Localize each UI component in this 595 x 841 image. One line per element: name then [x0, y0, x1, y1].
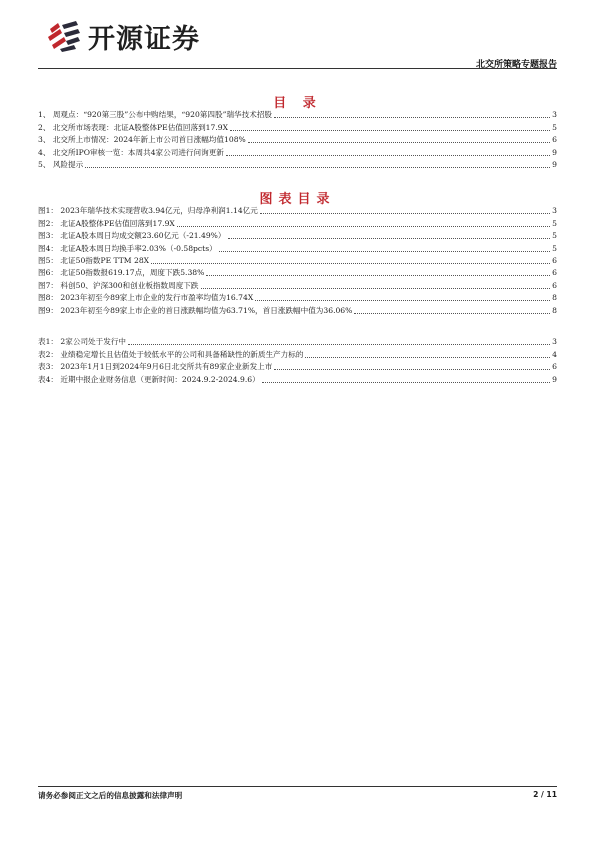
table-entry-text: 表3： 2023年1月1日到2024年9月6日北交所共有89家企业新发上市 — [38, 362, 273, 372]
dot-leader — [305, 357, 550, 358]
contents-entry-page: 3 — [552, 110, 557, 120]
figure-entry-page: 5 — [552, 243, 557, 253]
dot-leader — [255, 300, 550, 301]
contents-entry-page: 9 — [552, 159, 557, 169]
contents-entry-text: 5、 风险提示 — [38, 159, 84, 169]
dot-leader — [201, 288, 551, 289]
dot-leader — [260, 213, 550, 214]
figure-entry-text: 图3： 北证A股本周日均成交额23.60亿元（-21.49%） — [38, 231, 226, 241]
dot-leader — [262, 382, 550, 383]
dot-leader — [274, 369, 550, 370]
dot-leader — [128, 344, 550, 345]
contents-title: 目 录 — [273, 96, 322, 111]
figure-entry[interactable] — [38, 291, 557, 303]
table-entry-text: 表2： 业绩稳定增长且估值处于较低水平的公司和具备稀缺性的新质生产力标的 — [38, 349, 304, 359]
contents-entry-text: 1、 周观点：“920第三股”公布中购结果，“920第四股”瑞华技术招股 — [38, 110, 273, 120]
figure-entry-text: 图7： 科创50、沪深300和创业板指数周度下跌 — [38, 280, 199, 290]
footer-disclaimer: 请务必参阅正文之后的信息披露和法律声明 — [38, 791, 183, 800]
contents-entry-text: 3、 北交所上市情况：2024年新上市公司首日涨幅均值108% — [38, 135, 246, 145]
contents-list — [38, 108, 557, 170]
table-entry-page: 4 — [552, 349, 557, 359]
brand-logo — [46, 19, 200, 53]
figure-entry-text: 图1： 2023年瑞华技术实现营收3.94亿元，归母净利润1.14亿元 — [38, 206, 258, 216]
dot-leader — [248, 142, 550, 143]
figure-entry[interactable] — [38, 204, 557, 216]
contents-entry[interactable] — [38, 120, 557, 132]
table-entry[interactable] — [38, 335, 557, 347]
header-divider — [38, 68, 557, 69]
figure-entry-page: 6 — [552, 268, 557, 278]
table-entry[interactable] — [38, 347, 557, 359]
table-entry-page: 6 — [552, 362, 557, 372]
figure-entry-text: 图8： 2023年初至今89家上市企业的发行市盈率均值为16.74X — [38, 293, 254, 303]
tables-list — [38, 335, 557, 385]
figure-entry-page: 6 — [552, 255, 557, 265]
figure-entry-page: 8 — [552, 293, 557, 303]
figure-entry[interactable] — [38, 216, 557, 228]
contents-entry[interactable] — [38, 133, 557, 145]
brand-logo-icon — [46, 19, 82, 53]
figure-entry-text: 图9： 2023年初至今89家上市企业的首日涨跌幅均值为63.71%，首日涨跌幅中值为36.06% — [38, 305, 353, 315]
figure-entry-text: 图6： 北证50指数报619.17点，周度下跌5.38% — [38, 268, 205, 278]
page-header — [0, 0, 595, 70]
report-type-label: 北交所策略专题报告 — [475, 60, 557, 70]
figure-entry-text: 图5： 北证50指数PE TTM 28X — [38, 255, 150, 265]
dot-leader — [354, 313, 550, 314]
contents-entry[interactable] — [38, 108, 557, 120]
table-entry[interactable] — [38, 360, 557, 372]
contents-entry-text: 2、 北交所市场表现：北证A股整体PE估值回落到17.9X — [38, 122, 228, 132]
brand-name: 开源证券 — [88, 23, 200, 55]
figure-entry-page: 3 — [552, 206, 557, 216]
table-entry[interactable] — [38, 372, 557, 384]
dot-leader — [177, 226, 550, 227]
figure-entry[interactable] — [38, 266, 557, 278]
figure-entry[interactable] — [38, 254, 557, 266]
figure-entry-page: 5 — [552, 231, 557, 241]
dot-leader — [219, 251, 550, 252]
table-entry-page: 3 — [552, 337, 557, 347]
contents-entry-page: 9 — [552, 147, 557, 157]
figures-title: 图表目录 — [259, 192, 336, 207]
figure-entry-text: 图2： 北证A股整体PE估值回落到17.9X — [38, 218, 175, 228]
dot-leader — [85, 167, 550, 168]
figure-entry-page: 8 — [552, 305, 557, 315]
dot-leader — [274, 117, 550, 118]
dot-leader — [228, 238, 551, 239]
table-entry-page: 9 — [552, 374, 557, 384]
figure-entry-page: 6 — [552, 280, 557, 290]
figure-entry-text: 图4： 北证A股本周日均换手率2.03%（-0.58pcts） — [38, 243, 217, 253]
footer-divider — [38, 786, 557, 787]
figure-entry[interactable] — [38, 278, 557, 290]
dot-leader — [226, 155, 550, 156]
figure-entry-page: 5 — [552, 218, 557, 228]
contents-entry-text: 4、 北交所IPO审核一览：本周共4家公司进行问询更新 — [38, 147, 224, 157]
dot-leader — [206, 275, 550, 276]
figure-entry[interactable] — [38, 303, 557, 315]
dot-leader — [151, 263, 550, 264]
dot-leader — [230, 130, 550, 131]
table-entry-text: 表4： 近期中报企业财务信息（更新时间：2024.9.2-2024.9.6） — [38, 374, 260, 384]
page-number: 2 / 11 — [533, 790, 557, 799]
contents-entry-page: 5 — [552, 122, 557, 132]
contents-entry-page: 6 — [552, 135, 557, 145]
contents-entry[interactable] — [38, 145, 557, 157]
figure-entry[interactable] — [38, 229, 557, 241]
contents-entry[interactable] — [38, 158, 557, 170]
figure-entry[interactable] — [38, 241, 557, 253]
table-entry-text: 表1： 2家公司处于发行中 — [38, 337, 127, 347]
figures-list — [38, 204, 557, 316]
